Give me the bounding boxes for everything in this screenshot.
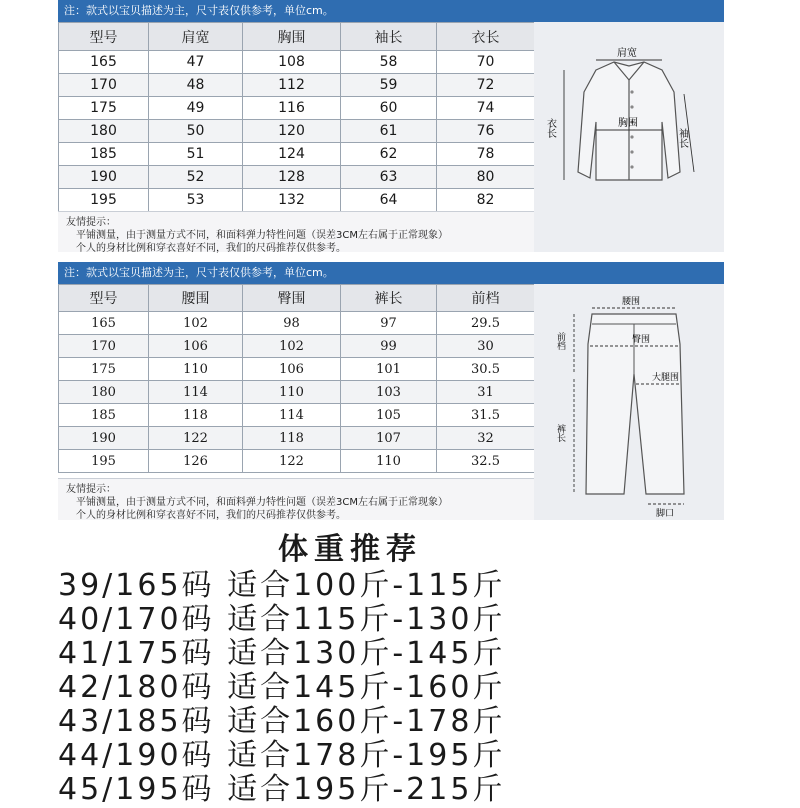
table-cell: 101 — [341, 358, 437, 381]
table-cell: 62 — [341, 143, 437, 166]
table-cell: 185 — [59, 404, 149, 427]
table-cell: 190 — [59, 166, 149, 189]
trouser-size-panel — [58, 262, 724, 520]
table-cell: 64 — [341, 189, 437, 212]
table-header-row — [59, 285, 535, 312]
recommend-line: 39/165码 适合100斤-115斤 — [58, 568, 506, 603]
tip-line: 平铺测量，由于测量方式不同，和面料弹力特性问题（误差3CM左右属于正常现象） — [76, 497, 448, 508]
label-shoulder: 肩宽 — [617, 48, 637, 59]
table-cell: 118 — [149, 404, 243, 427]
table-cell: 106 — [149, 335, 243, 358]
table-cell: 110 — [149, 358, 243, 381]
shirt-diagram — [534, 22, 724, 252]
table-cell: 53 — [149, 189, 243, 212]
table-cell: 114 — [243, 404, 341, 427]
table-row — [59, 51, 535, 74]
table-cell: 105 — [341, 404, 437, 427]
table-cell: 116 — [243, 97, 341, 120]
table-cell: 118 — [243, 427, 341, 450]
table-cell: 175 — [59, 358, 149, 381]
label-rise: 前档 — [555, 332, 565, 350]
table-cell: 61 — [341, 120, 437, 143]
recommend-line: 44/190码 适合178斤-195斤 — [58, 738, 506, 773]
table-row — [59, 358, 535, 381]
table-cell: 78 — [437, 143, 535, 166]
recommend-line: 42/180码 适合145斤-160斤 — [58, 670, 506, 705]
table-cell: 195 — [59, 189, 149, 212]
table-cell: 30.5 — [437, 358, 535, 381]
tip-line: 个人的身材比例和穿衣喜好不同，我们的尺码推荐仅供参考。 — [76, 243, 346, 254]
table-row — [59, 166, 535, 189]
table-row — [59, 74, 535, 97]
label-waist: 腰围 — [622, 297, 641, 307]
table-cell: 51 — [149, 143, 243, 166]
table-cell: 195 — [59, 450, 149, 473]
table-cell: 165 — [59, 312, 149, 335]
table-cell: 106 — [243, 358, 341, 381]
trouser-illustration — [534, 284, 724, 520]
col-header-sleeve: 袖长 — [341, 23, 437, 51]
table-row — [59, 97, 535, 120]
tip-title: 友情提示： — [66, 484, 116, 495]
table-cell: 47 — [149, 51, 243, 74]
table-cell: 48 — [149, 74, 243, 97]
table-cell: 49 — [149, 97, 243, 120]
table-cell: 102 — [243, 335, 341, 358]
table-cell: 110 — [243, 381, 341, 404]
col-header-rise: 前档 — [437, 285, 535, 312]
table-cell: 122 — [149, 427, 243, 450]
table-cell: 70 — [437, 51, 535, 74]
table-cell: 110 — [341, 450, 437, 473]
shirt-illustration — [534, 22, 724, 252]
table-cell: 58 — [341, 51, 437, 74]
trouser-note-bar: 注：款式以宝贝描述为主，尺寸表仅供参考，单位cm。 — [58, 262, 724, 284]
tip-title: 友情提示： — [66, 217, 116, 228]
label-thigh: 大腿围 — [652, 373, 680, 383]
label-hem: 脚口 — [656, 509, 675, 519]
table-cell: 128 — [243, 166, 341, 189]
table-cell: 80 — [437, 166, 535, 189]
table-cell: 175 — [59, 97, 149, 120]
trouser-size-table — [58, 284, 535, 473]
table-cell: 30 — [437, 335, 535, 358]
label-length: 衣长 — [544, 118, 556, 138]
table-cell: 31 — [437, 381, 535, 404]
table-cell: 180 — [59, 120, 149, 143]
recommend-line: 40/170码 适合115斤-130斤 — [58, 602, 506, 637]
table-row — [59, 381, 535, 404]
table-row — [59, 427, 535, 450]
label-chest: 胸围 — [618, 118, 638, 129]
trouser-diagram — [534, 284, 724, 520]
table-cell: 76 — [437, 120, 535, 143]
table-row — [59, 189, 535, 212]
table-cell: 102 — [149, 312, 243, 335]
table-cell: 124 — [243, 143, 341, 166]
recommend-line: 41/175码 适合130斤-145斤 — [58, 636, 506, 671]
table-cell: 50 — [149, 120, 243, 143]
table-cell: 107 — [341, 427, 437, 450]
shirt-size-panel — [58, 0, 724, 252]
col-header-hip: 臀围 — [243, 285, 341, 312]
table-cell: 122 — [243, 450, 341, 473]
col-header-shoulder: 肩宽 — [149, 23, 243, 51]
label-sleeve: 袖长 — [676, 128, 688, 148]
table-cell: 112 — [243, 74, 341, 97]
table-row — [59, 335, 535, 358]
table-cell: 170 — [59, 74, 149, 97]
table-cell: 185 — [59, 143, 149, 166]
col-header-chest: 胸围 — [243, 23, 341, 51]
table-cell: 52 — [149, 166, 243, 189]
table-cell: 103 — [341, 381, 437, 404]
tip-line: 个人的身材比例和穿衣喜好不同，我们的尺码推荐仅供参考。 — [76, 510, 346, 521]
table-cell: 165 — [59, 51, 149, 74]
table-cell: 99 — [341, 335, 437, 358]
label-hip: 臀围 — [632, 335, 651, 345]
col-header-waist: 腰围 — [149, 285, 243, 312]
shirt-size-table — [58, 22, 535, 212]
recommend-line: 45/195码 适合195斤-215斤 — [58, 772, 506, 807]
table-cell: 120 — [243, 120, 341, 143]
table-cell: 132 — [243, 189, 341, 212]
table-cell: 114 — [149, 381, 243, 404]
table-cell: 72 — [437, 74, 535, 97]
table-row — [59, 143, 535, 166]
label-trouser-length: 裤长 — [555, 424, 565, 442]
table-cell: 60 — [341, 97, 437, 120]
recommend-title: 体重推荐 — [278, 532, 422, 567]
table-cell: 32 — [437, 427, 535, 450]
table-cell: 98 — [243, 312, 341, 335]
table-cell: 74 — [437, 97, 535, 120]
table-cell: 31.5 — [437, 404, 535, 427]
col-header-size: 型号 — [59, 23, 149, 51]
tip-line: 平铺测量，由于测量方式不同，和面料弹力特性问题（误差3CM左右属于正常现象） — [76, 230, 448, 241]
table-cell: 82 — [437, 189, 535, 212]
table-cell: 29.5 — [437, 312, 535, 335]
table-cell: 59 — [341, 74, 437, 97]
table-cell: 32.5 — [437, 450, 535, 473]
table-cell: 126 — [149, 450, 243, 473]
table-cell: 97 — [341, 312, 437, 335]
table-cell: 180 — [59, 381, 149, 404]
col-header-trouser-length: 裤长 — [341, 285, 437, 312]
table-row — [59, 120, 535, 143]
recommend-line: 43/185码 适合160斤-178斤 — [58, 704, 506, 739]
trouser-tip-box — [58, 478, 534, 520]
table-header-row — [59, 23, 535, 51]
table-cell: 170 — [59, 335, 149, 358]
shirt-tip-box — [58, 211, 534, 252]
col-header-size: 型号 — [59, 285, 149, 312]
shirt-note-bar: 注：款式以宝贝描述为主，尺寸表仅供参考，单位cm。 — [58, 0, 724, 22]
table-cell: 108 — [243, 51, 341, 74]
table-row — [59, 450, 535, 473]
table-cell: 190 — [59, 427, 149, 450]
col-header-length: 衣长 — [437, 23, 535, 51]
table-cell: 63 — [341, 166, 437, 189]
table-row — [59, 404, 535, 427]
table-row — [59, 312, 535, 335]
